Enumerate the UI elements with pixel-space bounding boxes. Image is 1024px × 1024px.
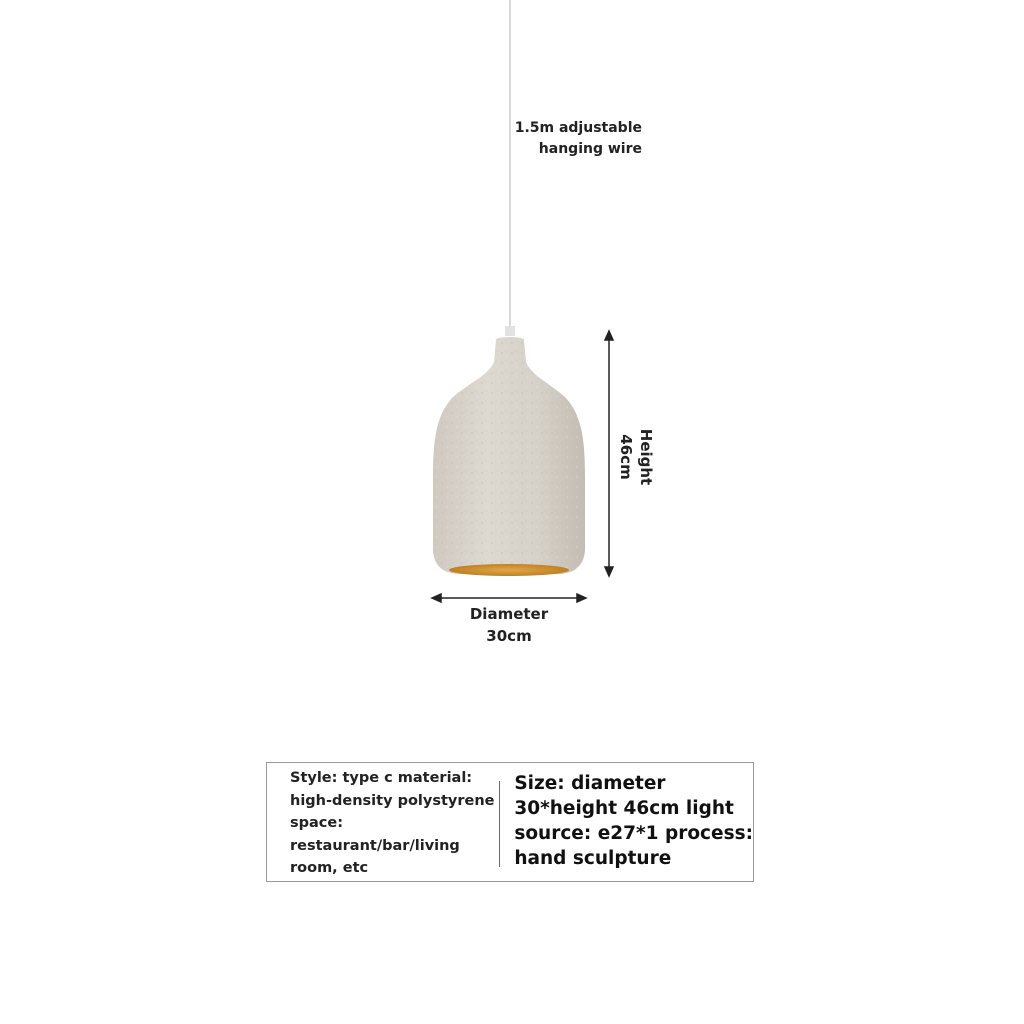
spec-left-column xyxy=(267,763,499,881)
height-label-line: 46cm xyxy=(617,434,635,480)
diameter-arrow xyxy=(432,594,586,602)
wire-collar xyxy=(505,326,515,336)
wire-length-label xyxy=(500,118,642,160)
wire-label-line: hanging wire xyxy=(538,141,642,157)
spec-line: restaurant/bar/living xyxy=(290,837,460,854)
diameter-label-line: 30cm xyxy=(486,627,532,645)
spec-line: Style: type c material: xyxy=(290,770,473,786)
spec-line: 30*height 46cm light xyxy=(514,798,734,819)
spec-right-column xyxy=(500,763,753,881)
spec-line: source: e27*1 process: xyxy=(514,823,753,844)
lamp-inner-glow xyxy=(449,564,569,576)
height-label xyxy=(616,429,656,485)
wire-label-line: 1.5m adjustable xyxy=(514,120,642,136)
height-label-line: Height xyxy=(637,428,655,486)
diameter-label xyxy=(430,603,588,647)
spec-line: high-density polystyrene xyxy=(290,792,495,809)
spec-box xyxy=(266,762,754,882)
height-arrow xyxy=(605,331,613,576)
spec-line: space: xyxy=(290,815,344,831)
spec-line: room, etc xyxy=(290,860,369,876)
spec-line: Size: diameter xyxy=(514,773,666,794)
diameter-label-line: Diameter xyxy=(469,605,549,623)
spec-line: hand sculpture xyxy=(514,848,672,869)
